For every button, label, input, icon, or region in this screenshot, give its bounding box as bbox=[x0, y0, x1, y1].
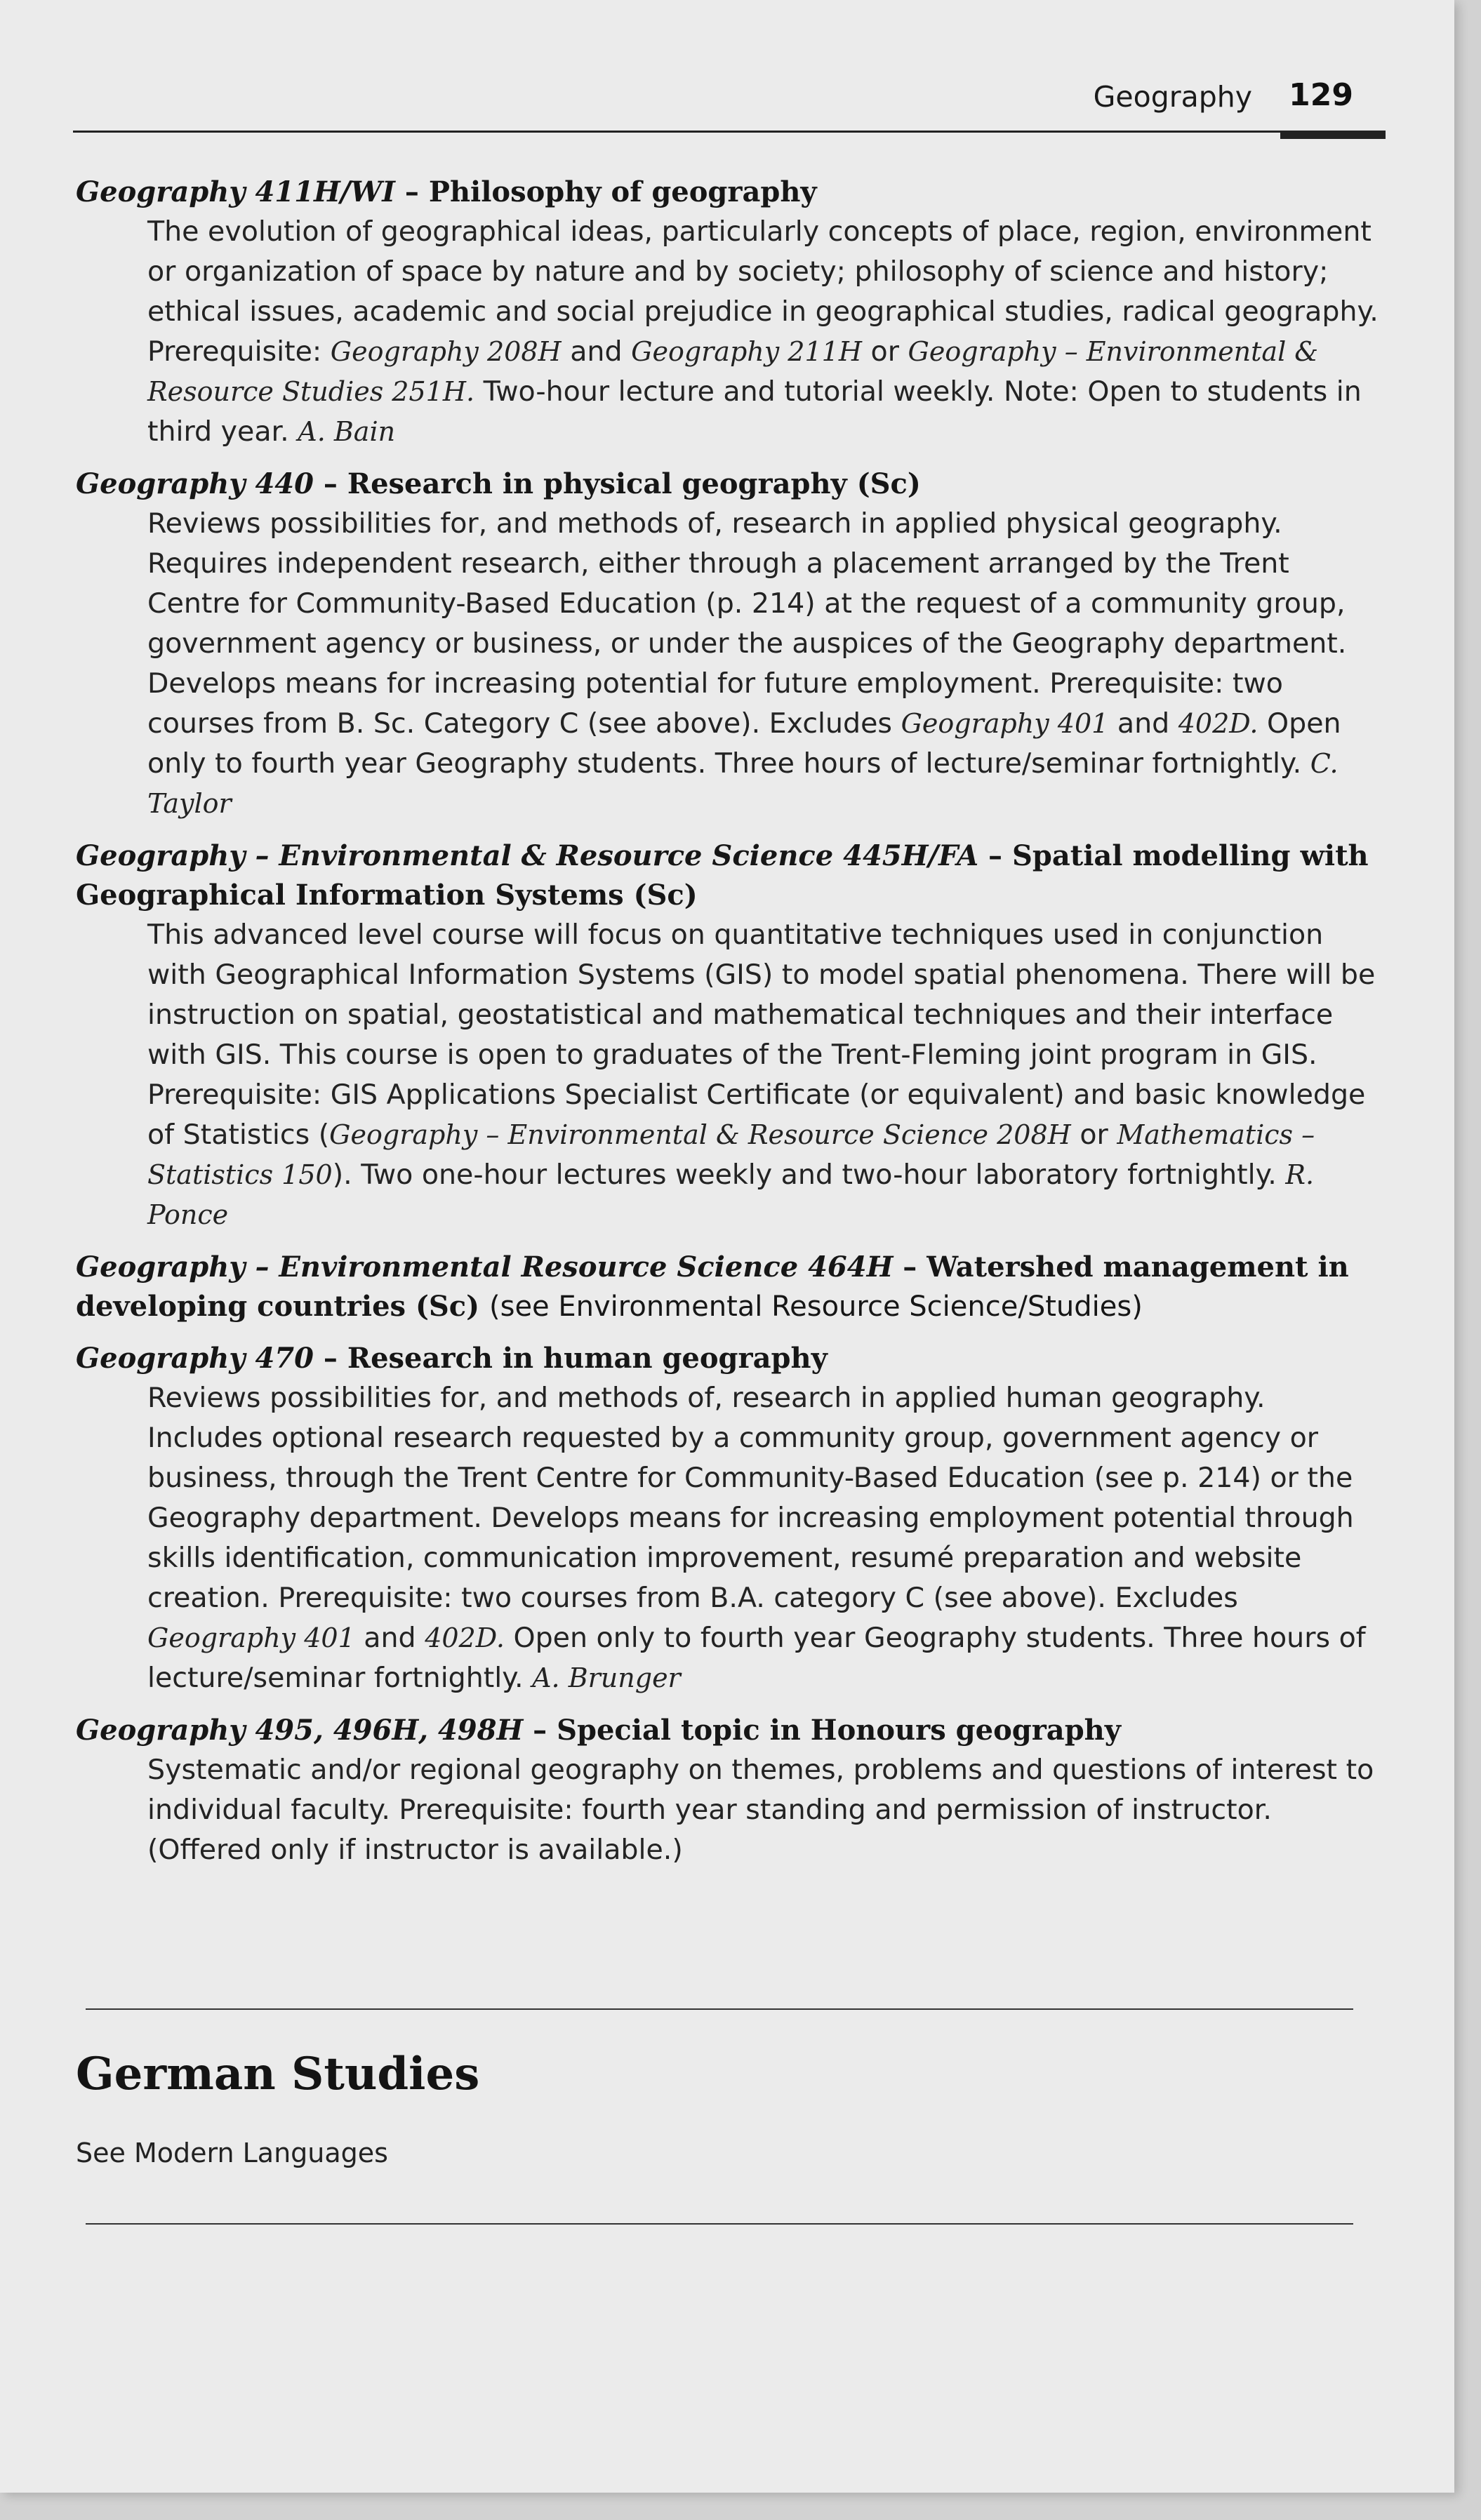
course-code: Geography – Environmental & Resource Science 445H/FA bbox=[76, 839, 979, 872]
header-rule bbox=[73, 131, 1386, 133]
course-code: Geography – Environmental Resource Science 464H bbox=[76, 1251, 894, 1284]
section-title: German Studies bbox=[76, 2048, 480, 2100]
course-code: Geography 495, 496H, 498H bbox=[76, 1714, 524, 1747]
course-title: Special topic in Honours geography bbox=[557, 1714, 1121, 1747]
description-text: or bbox=[861, 335, 908, 368]
course-description bbox=[147, 1378, 1381, 1698]
italic-reference: 402D. bbox=[1178, 708, 1258, 739]
course-entry bbox=[76, 836, 1381, 1235]
description-text: Reviews possibilities for, and methods of, research in applied physical geography. Requires independent research, either through a placement arranged by the Trent Centre for Community-Based Education (p. 214) at the request of a community group, government agency or business, or under the auspices of the Geography department. Develops means for increasing potential for future employment. Prerequisite: two courses from B. Sc. Category C (see above). Excludes bbox=[147, 507, 1347, 740]
course-code: Geography 411H/WI bbox=[76, 175, 395, 208]
course-title: Philosophy of geography bbox=[428, 175, 817, 208]
italic-reference: A. Bain bbox=[298, 416, 396, 447]
course-title: Research in physical geography (Sc) bbox=[347, 467, 921, 500]
course-heading: Geography 440 – Research in physical geography (Sc) bbox=[76, 467, 921, 500]
course-description bbox=[147, 1750, 1381, 1870]
course-entry bbox=[76, 1248, 1381, 1326]
italic-reference: Geography 401 bbox=[901, 708, 1109, 739]
italic-reference: Mathematics – Statistics 150 bbox=[147, 1119, 1315, 1190]
italic-reference: Geography 208H bbox=[330, 336, 562, 367]
description-text: Two-hour lecture and tutorial weekly. Note: Open to students in third year. bbox=[147, 375, 1362, 448]
italic-reference: Geography 401 bbox=[147, 1622, 355, 1653]
page-header bbox=[73, 77, 1386, 133]
description-text: and bbox=[1108, 707, 1178, 740]
course-heading: Geography – Environmental & Resource Science 445H/FA – Spatial modelling with Geographical Information Systems (Sc) bbox=[76, 839, 1369, 912]
course-heading: Geography 470 – Research in human geography bbox=[76, 1342, 828, 1375]
course-entry bbox=[76, 173, 1381, 452]
description-text: and bbox=[561, 335, 632, 368]
section-divider-bottom bbox=[86, 2223, 1353, 2225]
italic-reference: C. Taylor bbox=[147, 748, 1339, 819]
course-entry bbox=[76, 1339, 1381, 1698]
italic-reference: Geography 211H bbox=[631, 336, 862, 367]
running-head: Geography bbox=[1093, 80, 1252, 114]
italic-reference: 402D. bbox=[425, 1622, 505, 1653]
course-title: Research in human geography bbox=[347, 1342, 828, 1375]
italic-reference: R. Ponce bbox=[147, 1159, 1315, 1230]
course-entry bbox=[76, 1711, 1381, 1870]
course-description bbox=[147, 504, 1381, 824]
course-description bbox=[147, 212, 1381, 452]
course-list bbox=[76, 173, 1381, 1883]
description-text: The evolution of geographical ideas, particularly concepts of place, region, environment or organization of space by nature and by society; philosophy of science and history; ethical issues, academic and social prejudice in geographical studies, radical geography. Prerequisite: bbox=[147, 215, 1379, 368]
description-text: Reviews possibilities for, and methods of, research in applied human geography. Includes optional research requested by a community group, government agency or business, through the Trent Centre for Community-Based Education (see p. 214) or the Geography department. Develops means for increasing employment potential through skills identification, communication improvement, resumé preparation and website creation. Prerequisite: two courses from B.A. category C (see above). Excludes bbox=[147, 1382, 1354, 1614]
description-text: This advanced level course will focus on quantitative techniques used in conjunction with Geographical Information Systems (GIS) to model spatial phenomena. There will be instruction on spatial, geostatistical and mathematical techniques and their interface with GIS. This course is open to graduates of the Trent-Fleming joint program in GIS. Prerequisite: GIS Applications Specialist Certificate (or equivalent) and basic knowledge of Statistics ( bbox=[147, 919, 1376, 1151]
description-text: or bbox=[1070, 1119, 1117, 1151]
course-description bbox=[147, 915, 1381, 1235]
section-divider-top bbox=[86, 2008, 1353, 2010]
italic-reference: Geography – Environmental & Resource Science 208H bbox=[329, 1119, 1071, 1150]
course-heading: Geography 495, 496H, 498H – Special topic in Honours geography bbox=[76, 1714, 1121, 1747]
course-code: Geography 440 bbox=[76, 467, 314, 500]
italic-reference: A. Brunger bbox=[532, 1662, 681, 1693]
course-heading: Geography 411H/WI – Philosophy of geography bbox=[76, 175, 817, 208]
italic-reference: Geography – Environmental & Resource Studies 251H. bbox=[147, 336, 1319, 407]
course-entry bbox=[76, 465, 1381, 824]
description-text: ). Two one-hour lectures weekly and two-hour laboratory fortnightly. bbox=[332, 1159, 1286, 1191]
course-title: Watershed management in developing countries (Sc) bbox=[76, 1251, 1349, 1323]
page-number: 129 bbox=[1289, 77, 1353, 113]
section-note: See Modern Languages bbox=[76, 2138, 388, 2168]
course-heading: Geography – Environmental Resource Science 464H – Watershed management in developing countries (Sc) (see Environmental Resource Science/Studies) bbox=[76, 1251, 1349, 1323]
description-text: Open only to fourth year Geography students. Three hours of lecture/seminar fortnightly. bbox=[147, 707, 1341, 780]
description-text: and bbox=[354, 1622, 425, 1654]
header-tab-marker bbox=[1280, 131, 1386, 139]
cross-reference: (see Environmental Resource Science/Studies) bbox=[489, 1291, 1143, 1323]
description-text: Open only to fourth year Geography students. Three hours of lecture/seminar fortnightly. bbox=[147, 1622, 1366, 1694]
course-title: Spatial modelling with Geographical Information Systems (Sc) bbox=[76, 839, 1369, 912]
description-text: Systematic and/or regional geography on themes, problems and questions of interest to individual faculty. Prerequisite: fourth year standing and permission of instructor. (Offered only if instructor is available.) bbox=[147, 1754, 1374, 1866]
course-code: Geography 470 bbox=[76, 1342, 314, 1375]
